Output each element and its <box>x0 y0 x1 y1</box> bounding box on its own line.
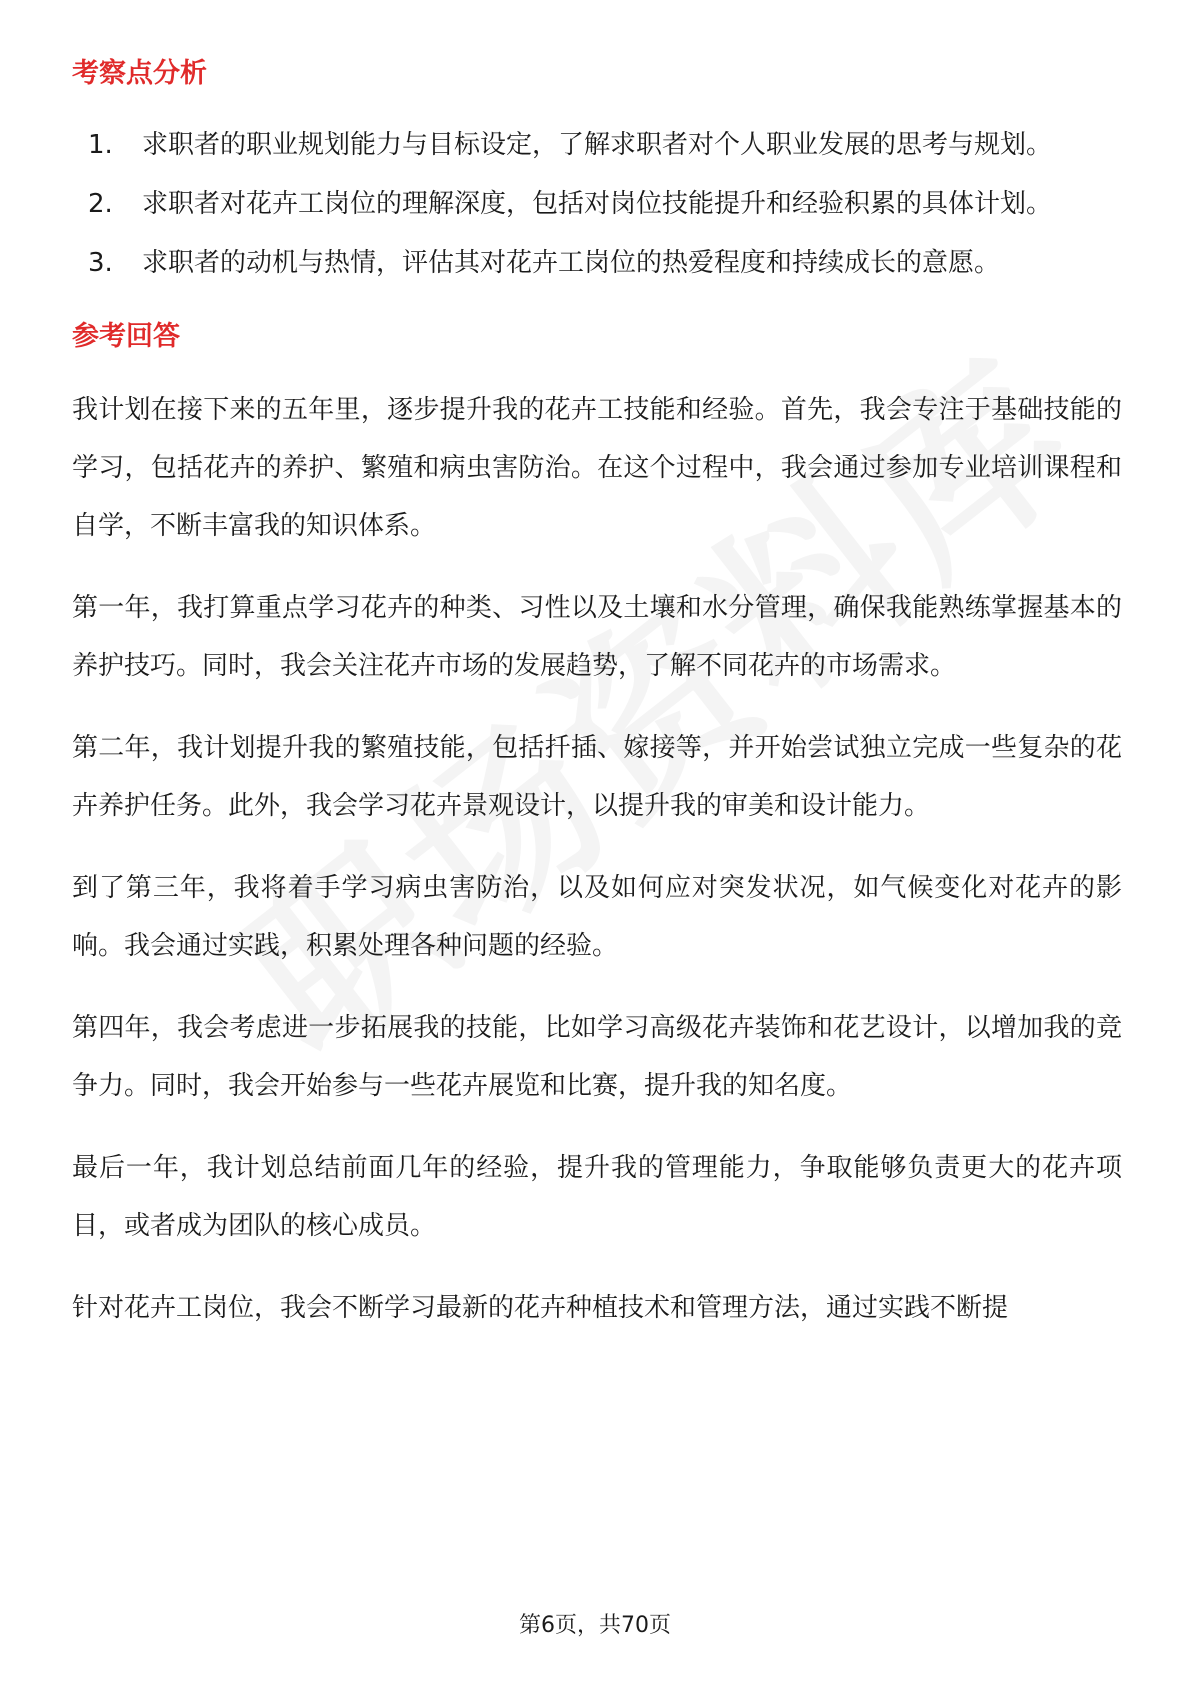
analysis-list <box>72 116 1122 293</box>
answer-paragraph: 最后一年，我计划总结前面几年的经验，提升我的管理能力，争取能够负责更大的花卉项目，或者成为团队的核心成员。 <box>72 1153 1122 1241</box>
list-item-number: 2. <box>88 189 113 219</box>
list-item <box>72 175 1122 234</box>
list-item-number: 1. <box>88 130 113 160</box>
list-item-number: 3. <box>88 248 113 278</box>
list-item-text: 求职者对花卉工岗位的理解深度，包括对岗位技能提升和经验积累的具体计划。 <box>142 189 1053 219</box>
page-number: 第6页，共70页 <box>519 1613 671 1638</box>
answer-paragraph: 到了第三年，我将着手学习病虫害防治，以及如何应对突发状况，如气候变化对花卉的影响。我会通过实践，积累处理各种问题的经验。 <box>72 873 1122 961</box>
document-content <box>72 48 1122 1337</box>
answer-paragraph: 第一年，我打算重点学习花卉的种类、习性以及土壤和水分管理，确保我能熟练掌握基本的养护技巧。同时，我会关注花卉市场的发展趋势，了解不同花卉的市场需求。 <box>72 593 1122 681</box>
answer-paragraph: 我计划在接下来的五年里，逐步提升我的花卉工技能和经验。首先，我会专注于基础技能的学习，包括花卉的养护、繁殖和病虫害防治。在这个过程中，我会通过参加专业培训课程和自学，不断丰富我的知识体系。 <box>72 395 1122 541</box>
answer-paragraph: 第四年，我会考虑进一步拓展我的技能，比如学习高级花卉装饰和花艺设计，以增加我的竞争力。同时，我会开始参与一些花卉展览和比赛，提升我的知名度。 <box>72 1013 1122 1101</box>
list-item <box>72 116 1122 175</box>
answer-title: 参考回答 <box>72 321 180 352</box>
answer-body <box>72 381 1122 1337</box>
list-item-text: 求职者的动机与热情，评估其对花卉工岗位的热爱程度和持续成长的意愿。 <box>142 248 1001 278</box>
list-item <box>72 234 1122 293</box>
answer-paragraph: 第二年，我计划提升我的繁殖技能，包括扦插、嫁接等，并开始尝试独立完成一些复杂的花卉养护任务。此外，我会学习花卉景观设计，以提升我的审美和设计能力。 <box>72 733 1122 821</box>
analysis-title: 考察点分析 <box>72 58 207 89</box>
answer-paragraph: 针对花卉工岗位，我会不断学习最新的花卉种植技术和管理方法，通过实践不断提 <box>72 1293 1009 1323</box>
list-item-text: 求职者的职业规划能力与目标设定，了解求职者对个人职业发展的思考与规划。 <box>142 130 1053 160</box>
